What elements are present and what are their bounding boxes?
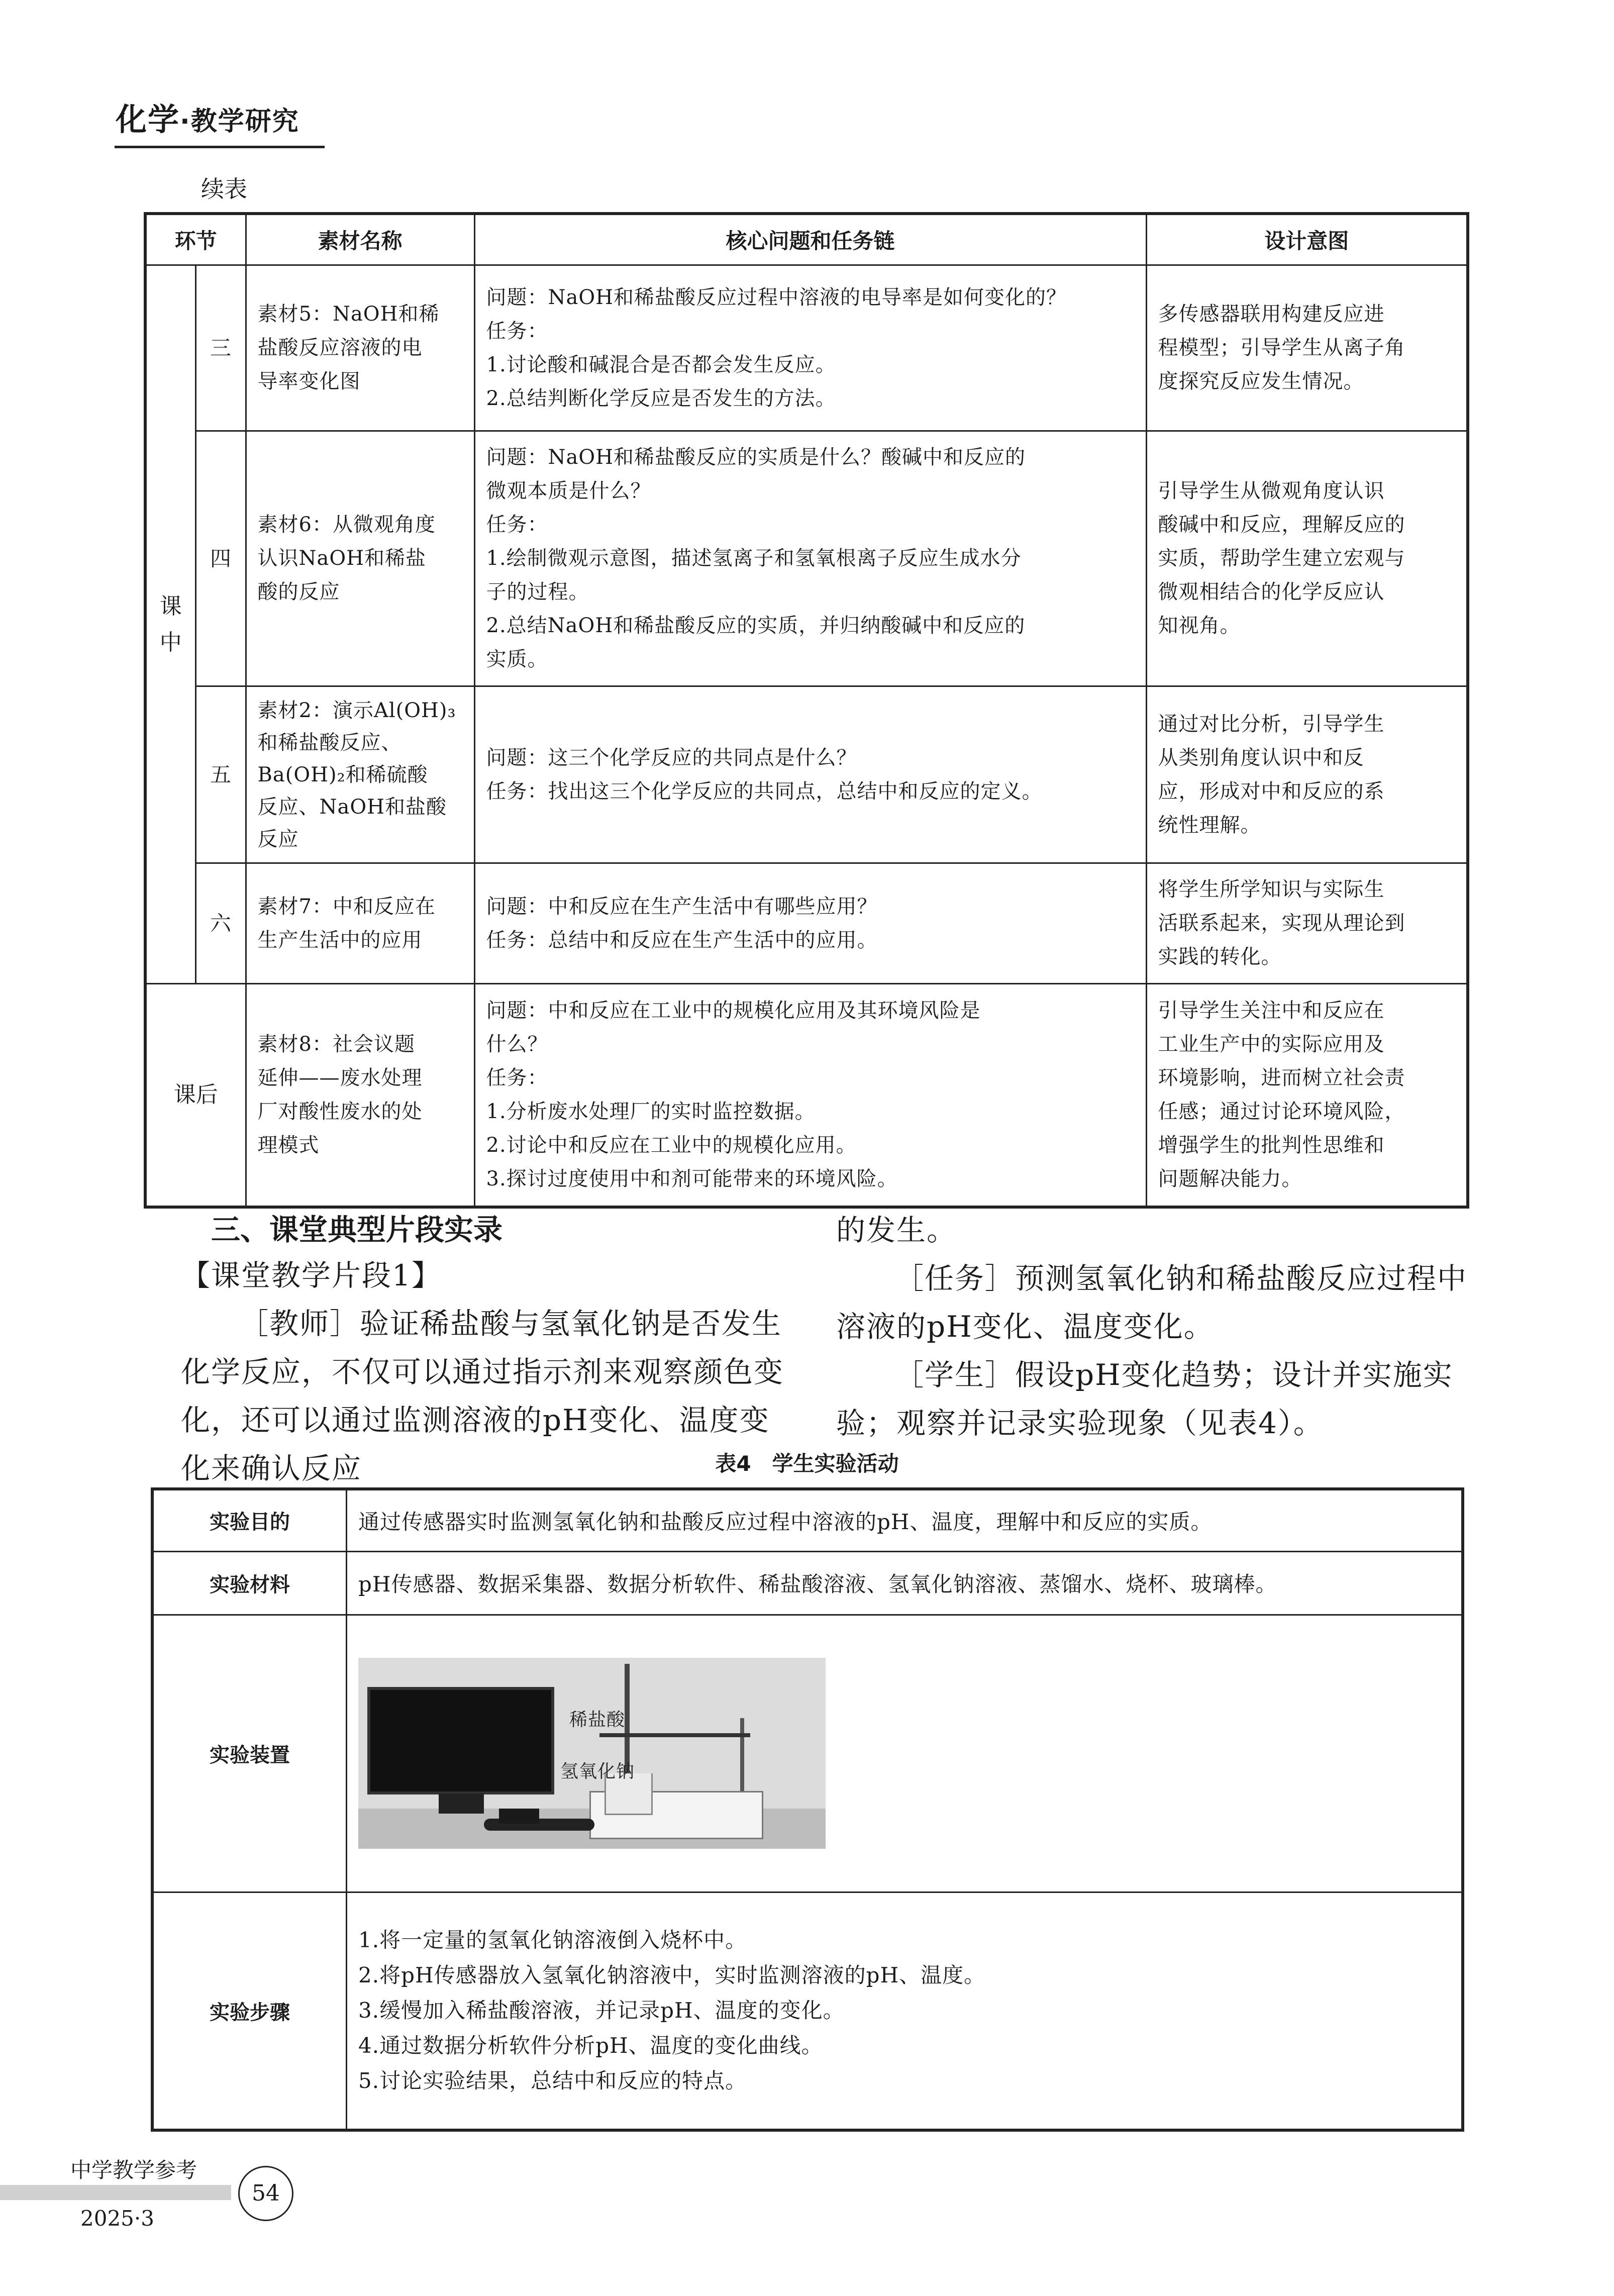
page-number: 54 <box>238 2166 293 2221</box>
intent-cell: 将学生所学知识与实际生 活联系起来，实现从理论到 实践的转化。 <box>1146 863 1468 984</box>
table-row <box>152 1551 1463 1615</box>
col-header-material: 素材名称 <box>246 214 474 265</box>
core-cell: 问题：中和反应在生产生活中有哪些应用？ 任务：总结中和反应在生产生活中的应用。 <box>474 863 1146 984</box>
intent-cell: 多传感器联用构建反应进 程模型；引导学生从离子角 度探究反应发生情况。 <box>1146 265 1468 431</box>
right-column <box>836 1206 1474 1447</box>
steps-label: 实验步骤 <box>152 1892 347 2130</box>
apparatus-photo <box>358 1658 826 1849</box>
footer-journal: 中学教学参考 <box>70 2158 197 2182</box>
core-cell: 问题：中和反应在工业中的规模化应用及其环境风险是 什么？ 任务： 1.分析废水处理厂的实时监控数据。 2.讨论中和反应在工业中的规模化应用。 3.探讨过度使用中和剂可能带来的环境风险。 <box>474 984 1146 1207</box>
group-after-class: 课后 <box>145 984 246 1207</box>
continued-text: 的发生。 <box>836 1213 957 1247</box>
fragment-title: 【课堂教学片段1】 <box>181 1258 442 1292</box>
journal-name: 化学 <box>116 101 180 138</box>
intent-cell: 引导学生关注中和反应在 工业生产中的实际应用及 环境影响，进而树立社会责 任感；通过讨论环境风险， 增强学生的批判性思维和 问题解决能力。 <box>1146 984 1468 1207</box>
page-header: 化学·教学研究 <box>116 101 299 138</box>
step-item: 1.将一定量的氢氧化钠溶液倒入烧杯中。 <box>358 1928 747 1953</box>
step-item: 5.讨论实验结果，总结中和反应的特点。 <box>358 2068 747 2093</box>
header-rule <box>115 146 325 148</box>
purpose-label: 实验目的 <box>152 1489 347 1551</box>
material-cell: 素材5：NaOH和稀 盐酸反应溶液的电 导率变化图 <box>246 265 474 431</box>
core-cell: 问题：这三个化学反应的共同点是什么？ 任务：找出这三个化学反应的共同点，总结中和反应的定义。 <box>474 686 1146 863</box>
apparatus-cell <box>347 1615 1463 1892</box>
purpose-value: 通过传感器实时监测氢氧化钠和盐酸反应过程中溶液的pH、温度，理解中和反应的实质。 <box>347 1489 1463 1551</box>
materials-value: pH传感器、数据采集器、数据分析软件、稀盐酸溶液、氢氧化钠溶液、蒸馏水、烧杯、玻璃棒。 <box>347 1551 1463 1615</box>
material-cell: 素材7：中和反应在 生产生活中的应用 <box>246 863 474 984</box>
table-header-row <box>145 214 1468 265</box>
core-cell: 问题：NaOH和稀盐酸反应的实质是什么？酸碱中和反应的 微观本质是什么？ 任务： 1.绘制微观示意图，描述氢离子和氢氧根离子反应生成水分 子的过程。 2.总结NaOH和稀盐酸反应的实质，并归纳酸碱中和反应的 实质。 <box>474 431 1146 686</box>
step-item: 4.通过数据分析软件分析pH、温度的变化曲线。 <box>358 2033 823 2058</box>
steps-cell <box>347 1892 1463 2130</box>
step-item: 3.缓慢加入稀盐酸溶液，并记录pH、温度的变化。 <box>358 1998 845 2023</box>
col-header-intent: 设计意图 <box>1146 214 1468 265</box>
material-cell: 素材8：社会议题 延伸——废水处理 厂对酸性废水的处 理模式 <box>246 984 474 1207</box>
student-paragraph: ［学生］假设pH变化趋势；设计并实施实验；观察并记录实验现象（见表4）。 <box>836 1358 1453 1440</box>
continued-label: 续表 <box>201 175 247 203</box>
row-num: 五 <box>195 686 246 863</box>
materials-label: 实验材料 <box>152 1551 347 1615</box>
row-num: 四 <box>195 431 246 686</box>
teacher-paragraph: ［教师］验证稀盐酸与氢氧化钠是否发生化学反应，不仅可以通过指示剂来观察颜色变化，还可以通过监测溶液的pH变化、温度变化来确认反应 <box>181 1307 784 1485</box>
core-cell: 问题：NaOH和稀盐酸反应过程中溶液的电导率是如何变化的？ 任务： 1.讨论酸和碱混合是否都会发生反应。 2.总结判断化学反应是否发生的方法。 <box>474 265 1146 431</box>
task-paragraph: ［任务］预测氢氧化钠和稀盐酸反应过程中溶液的pH变化、温度变化。 <box>836 1261 1468 1344</box>
step-item: 2.将pH传感器放入氢氧化钠溶液中，实时监测溶液的pH、温度。 <box>358 1963 986 1988</box>
lesson-design-table <box>144 212 1469 1209</box>
table-row <box>145 265 1468 431</box>
monitor-icon <box>367 1687 554 1794</box>
group-in-class-label: 课 中 <box>159 593 182 655</box>
naoh-tag: 氢氧化钠 <box>560 1761 635 1782</box>
hcl-tag: 稀盐酸 <box>569 1710 626 1730</box>
intent-cell: 引导学生从微观角度认识 酸碱中和反应，理解反应的 实质，帮助学生建立宏观与 微观相结合的化学反应认 知视角。 <box>1146 431 1468 686</box>
table-row <box>152 1892 1463 2130</box>
table4-caption: 表4 学生实验活动 <box>715 1451 899 1476</box>
monitor-stand <box>439 1793 484 1814</box>
col-header-stage: 环节 <box>145 214 246 265</box>
table-row <box>145 984 1468 1207</box>
group-in-class <box>145 265 195 984</box>
clamp-rod <box>599 1733 750 1737</box>
footer-issue: 2025·3 <box>80 2206 154 2231</box>
table-row <box>145 431 1468 686</box>
col-header-core: 核心问题和任务链 <box>474 214 1146 265</box>
data-collector <box>499 1809 539 1824</box>
table-row <box>152 1615 1463 1892</box>
section-name: 教学研究 <box>190 107 299 137</box>
section-heading: 三、课堂典型片段实录 <box>211 1213 503 1247</box>
row-num: 三 <box>195 265 246 431</box>
footer-bar <box>0 2185 231 2200</box>
apparatus-label: 实验装置 <box>152 1615 347 1892</box>
table-row <box>145 863 1468 984</box>
intent-cell: 通过对比分析，引导学生 从类别角度认识中和反 应，形成对中和反应的系 统性理解。 <box>1146 686 1468 863</box>
table-row <box>145 686 1468 863</box>
experiment-table <box>151 1487 1464 2132</box>
material-cell: 素材6：从微观角度 认识NaOH和稀盐 酸的反应 <box>246 431 474 686</box>
material-cell: 素材2：演示Al(OH)₃ 和稀盐酸反应、 Ba(OH)₂和稀硫酸 反应、NaOH和盐酸 反应 <box>246 686 474 863</box>
table-row <box>152 1489 1463 1551</box>
row-num: 六 <box>195 863 246 984</box>
